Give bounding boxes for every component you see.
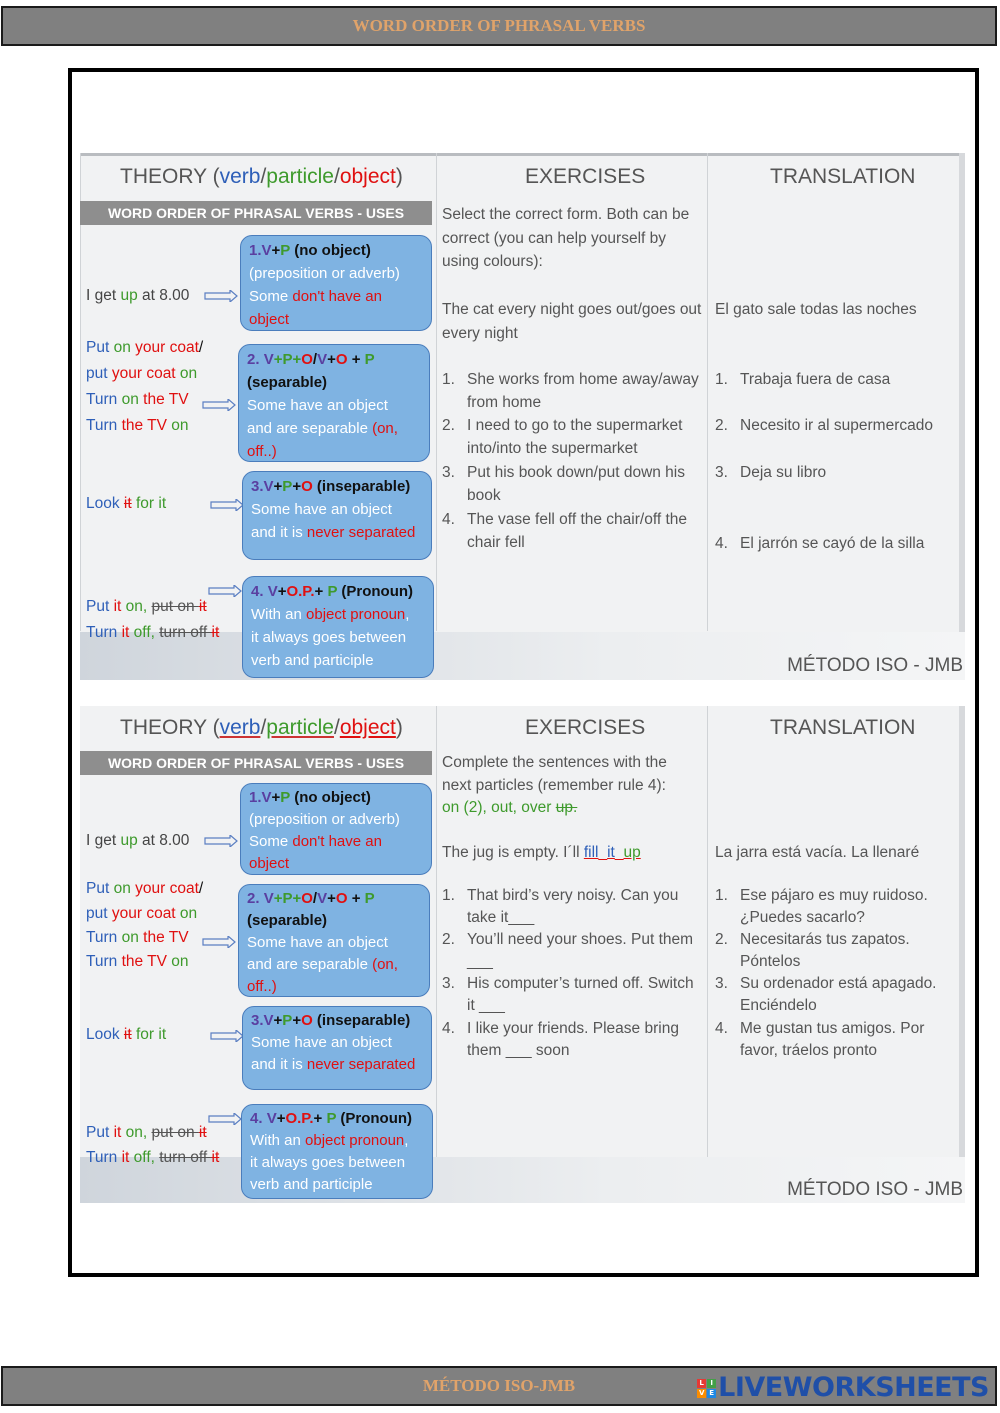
exercise-item: 4. The vase fell off the chair/off the chair fell xyxy=(442,511,688,551)
arrow-icon xyxy=(202,936,236,948)
example-look-for: Look it for it xyxy=(86,495,167,512)
example-put-on-2: put your coat on xyxy=(86,905,198,922)
example-turn-on-1: Turn on the TV xyxy=(86,929,189,946)
page-footer-bar xyxy=(1,1366,997,1406)
example-put-on-2: put your coat on xyxy=(86,365,198,382)
slide-footer: MÉTODO ISO - JMB xyxy=(787,1179,963,1200)
slide-1 xyxy=(80,153,965,680)
liveworksheets-logo[interactable] xyxy=(697,1372,989,1404)
example-turn-on-1: Turn on the TV xyxy=(86,391,189,408)
logo-wordmark: LIVEWORKSHEETS xyxy=(718,1372,989,1403)
example-put-on-1: Put on your coat/ xyxy=(86,339,204,356)
arrow-icon xyxy=(208,1113,242,1125)
translation-item: 1. Ese pájaro es muy ruidoso. ¿Puedes sacarlo? xyxy=(715,887,928,926)
arrow-icon xyxy=(204,290,238,302)
example-get-up: I get up at 8.00 xyxy=(86,287,190,304)
translation-item: 2. Necesitarás tus zapatos. Póntelos xyxy=(715,931,910,970)
translation-heading: TRANSLATION xyxy=(770,165,916,188)
exercises-heading: EXERCISES xyxy=(525,716,646,739)
arrow-icon xyxy=(210,1030,244,1042)
exercise-item: 4. I like your friends. Please bring them ___ soon xyxy=(442,1020,679,1059)
exercise-instructions: Select the correct form. Both can be correct (you can help yourself by using colours): xyxy=(442,206,690,270)
page-footer-title: MÉTODO ISO-JMB xyxy=(422,1376,576,1395)
rule-2-box: 2. V+P+O/V+O + P (separable) Some have an object and are separable (on, off..) xyxy=(238,344,430,462)
exercise-example: The jug is empty. I´ll fill_it_up xyxy=(442,844,641,861)
translation-item: 4. Me gustan tus amigos. Por favor, tráelos pronto xyxy=(715,1020,925,1059)
example-turn-it-off: Turn it off, turn off it xyxy=(86,624,220,641)
page-header-bar xyxy=(1,6,997,46)
translation-example: La jarra está vacía. La llenaré xyxy=(715,844,920,861)
translation-item: 3. Deja su libro xyxy=(715,464,827,481)
logo-tiles-icon: L I V E xyxy=(697,1379,716,1398)
example-turn-it-off: Turn it off, turn off it xyxy=(86,1149,220,1166)
exercise-item: 2. You’ll need your shoes. Put them ___ xyxy=(442,931,694,970)
translation-item: 3. Su ordenador está apagado. Enciéndelo xyxy=(715,975,937,1014)
translation-item: 2. Necesito ir al supermercado xyxy=(715,417,933,434)
page-header-title: WORD ORDER OF PHRASAL VERBS xyxy=(352,16,646,35)
translation-heading: TRANSLATION xyxy=(770,716,916,739)
example-turn-on-2: Turn the TV on xyxy=(86,417,189,434)
arrow-icon xyxy=(202,399,236,411)
translation-item: 4. El jarrón se cayó de la silla xyxy=(715,535,925,552)
uses-subheader: WORD ORDER OF PHRASAL VERBS - USES xyxy=(80,201,432,225)
arrow-icon xyxy=(210,499,244,511)
example-get-up: I get up at 8.00 xyxy=(86,832,190,849)
rule-3-box: 3.V+P+O (inseparable) Some have an object and it is never separated xyxy=(242,471,432,560)
theory-heading: THEORY (verb/particle/object) xyxy=(120,165,403,188)
example-put-on-1: Put on your coat/ xyxy=(86,880,204,897)
uses-subheader: WORD ORDER OF PHRASAL VERBS - USES xyxy=(80,751,432,775)
arrow-icon xyxy=(208,585,242,597)
arrow-icon xyxy=(204,835,238,847)
exercise-example: The cat every night goes out/goes out every night xyxy=(442,301,702,342)
rule-3-box: 3.V+P+O (inseparable) Some have an object and it is never separated xyxy=(242,1006,432,1090)
theory-heading: THEORY (verb/particle/object) xyxy=(120,716,403,739)
exercise-item: 1. She works from home away/away from home xyxy=(442,371,699,411)
translation-item: 1. Trabaja fuera de casa xyxy=(715,371,891,388)
slide-footer: MÉTODO ISO - JMB xyxy=(787,655,963,676)
rule-1-box: 1.V+P (no object) (preposition or adverb) Some don't have an object xyxy=(240,235,432,331)
exercise-item: 2. I need to go to the supermarket into/into the supermarket xyxy=(442,417,683,457)
example-look-for: Look it for it xyxy=(86,1026,167,1043)
example-put-it-on: Put it on, put on it xyxy=(86,598,207,615)
translation-example: El gato sale todas las noches xyxy=(715,301,917,318)
rule-4-box: 4. V+O.P.+ P (Pronoun) With an object pronoun, it always goes between verb and participle xyxy=(241,1104,433,1199)
exercise-item: 3. His computer’s turned off. Switch it ___ xyxy=(442,975,694,1014)
rule-4-box: 4. V+O.P.+ P (Pronoun) With an object pronoun, it always goes between verb and participle xyxy=(242,576,434,678)
slide-2 xyxy=(80,706,965,1203)
exercise-instructions: Complete the sentences with the next particles (remember rule 4): on (2), out, over up. xyxy=(442,754,667,816)
example-turn-on-2: Turn the TV on xyxy=(86,953,189,970)
exercises-heading: EXERCISES xyxy=(525,165,646,188)
exercise-item: 3. Put his book down/put down his book xyxy=(442,464,685,504)
rule-1-box: 1.V+P (no object) (preposition or adverb) Some don't have an object xyxy=(240,783,432,875)
rule-2-box: 2. V+P+O/V+O + P (separable) Some have an object and are separable (on, off..) xyxy=(238,884,430,997)
exercise-item: 1. That bird’s very noisy. Can you take it___ xyxy=(442,887,679,926)
example-put-it-on: Put it on, put on it xyxy=(86,1124,207,1141)
